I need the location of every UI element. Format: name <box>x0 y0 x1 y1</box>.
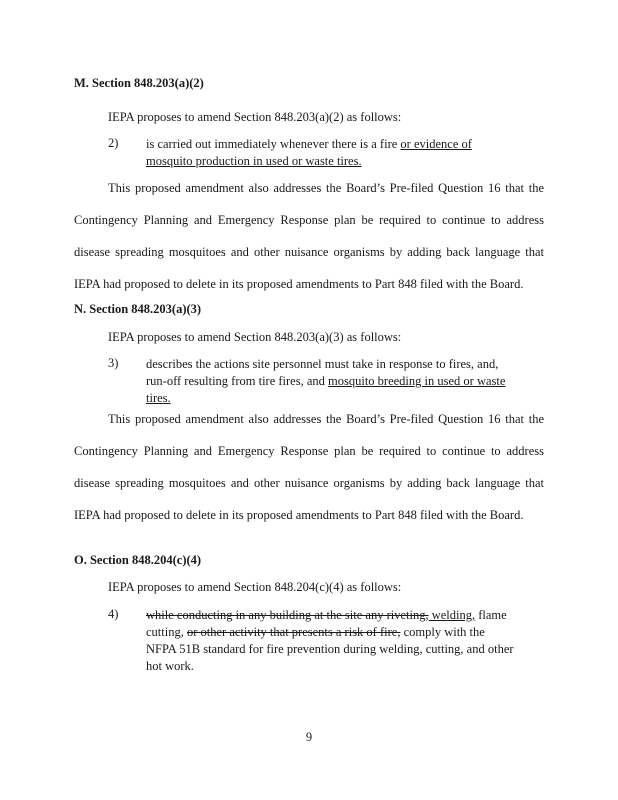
item-deleted-text: or other activity that presents a risk of fire, <box>186 625 401 639</box>
item-inserted-text: or evidence of mosquito production in used or waste tires. <box>146 137 472 168</box>
section-o-item-number: 4) <box>108 607 119 621</box>
section-o-heading: O. Section 848.204(c)(4) <box>74 553 202 567</box>
item-deleted-text: while conducting in any building at the site any riveting, <box>146 608 429 622</box>
section-m-item-text <box>146 136 516 170</box>
paragraph-text: This proposed amendment also addresses the Board’s Pre-filed Question 16 that the Contingency Planning and Emergency Response plan be required to continue to address disease spreading mosquitoes and other nuisance organisms by adding back language that IEPA had proposed to delete in its proposed amendments to Part 848 filed with the Board. <box>74 412 544 522</box>
section-n-item-text <box>146 356 516 407</box>
paragraph-text: This proposed amendment also addresses the Board’s Pre-filed Question 16 that the Contingency Planning and Emergency Response plan be required to continue to address disease spreading mosquitoes and other nuisance organisms by adding back language that IEPA had proposed to delete in its proposed amendments to Part 848 filed with the Board. <box>74 181 544 291</box>
item-inserted-text: mosquito breeding in used or waste tires. <box>146 374 506 405</box>
page-number: 9 <box>305 730 313 744</box>
item-inserted-text: welding, <box>428 608 476 622</box>
item-plain-text: flame cutting, <box>146 608 507 639</box>
section-m-item-number: 2) <box>108 136 119 150</box>
item-inserted-text: comply with the NFPA 51B standard for fire prevention during welding, cutting, and other hot work. <box>146 625 514 673</box>
section-m-intro: IEPA proposes to amend Section 848.203(a)(2) as follows: <box>108 110 402 124</box>
section-o-item-text <box>146 607 516 675</box>
section-n-paragraph <box>74 403 544 531</box>
section-n-item-number: 3) <box>108 356 119 370</box>
item-plain-text: is carried out immediately whenever there is a fire <box>146 137 401 151</box>
item-plain-text: describes the actions site personnel must take in response to fires, and, run-off resulting from tire fires, and <box>146 357 499 388</box>
section-m-heading: M. Section 848.203(a)(2) <box>74 76 204 90</box>
section-o-intro: IEPA proposes to amend Section 848.204(c)(4) as follows: <box>108 580 402 594</box>
section-m-paragraph <box>74 172 544 300</box>
section-n-intro: IEPA proposes to amend Section 848.203(a)(3) as follows: <box>108 330 402 344</box>
section-n-heading: N. Section 848.203(a)(3) <box>74 302 202 316</box>
